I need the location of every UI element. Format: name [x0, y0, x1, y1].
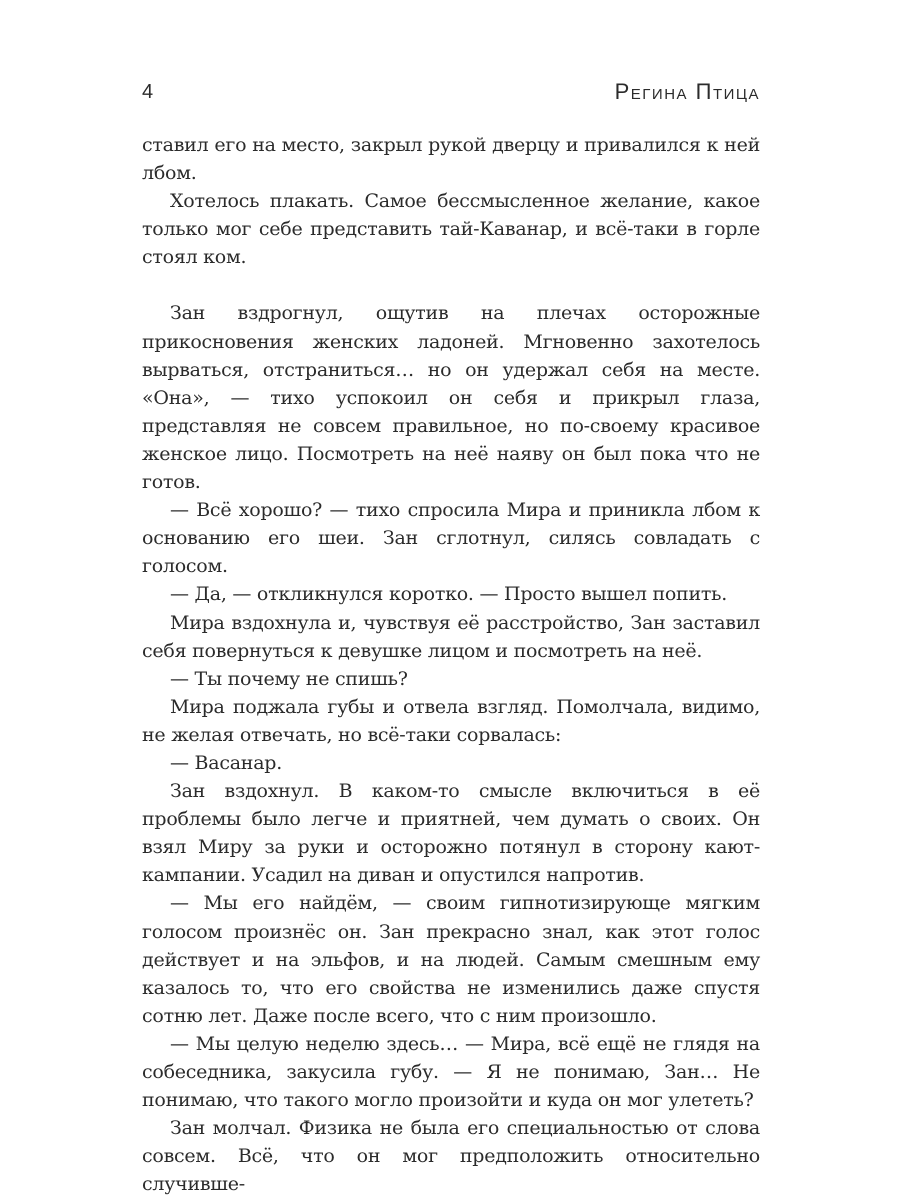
scene-break: [142, 271, 760, 299]
paragraph: — Да, — откликнулся коротко. — Просто вышел попить.: [170, 583, 728, 606]
paragraph: Мира вздохнула и, чувствуя её расстройство, Зан заставил себя повернуться к девушке лицом и посмотреть на неё.: [142, 611, 760, 662]
paragraph: — Мы его найдём, — своим гипнотизирующе мягким голосом произнёс он. Зан прекрасно знал, как этот голос действует и на эльфов, и на людей. Самым смешным ему казалось то, что его свойства не изменились даже спустя сотню лет. Даже после всего, что с ним произошло.: [142, 892, 760, 1027]
paragraph: Зан молчал. Физика не была его специальностью от слова совсем. Всё, что он мог предположить относительно случивше-: [142, 1117, 760, 1196]
book-text: [142, 131, 760, 1198]
page-header: [142, 78, 760, 108]
paragraph: Зан вздрогнул, ощутив на плечах осторожные прикосновения женских ладоней. Мгновенно захотелось вырваться, отстраниться… но он удержал себя на месте. «Она», — тихо успокоил он себя и прикрыл глаза, представляя не совсем правильное, но по-своему красивое женское лицо. Посмотреть на неё наяву он был пока что не готов.: [142, 302, 760, 494]
paragraph: — Васанар.: [170, 751, 282, 774]
paragraph: — Мы целую неделю здесь… — Мира, всё ещё не глядя на собеседника, закусила губу. — Я не понимаю, Зан… Не понимаю, что такого могло произойти и куда он мог улететь?: [142, 1032, 760, 1112]
page-number: 4: [142, 81, 154, 103]
paragraph: Зан вздохнул. В каком-то смысле включиться в её проблемы было легче и приятней, чем думать о своих. Он взял Миру за руки и осторожно потянул в сторону кают-кампании. Усадил на диван и опустился напротив.: [142, 780, 760, 887]
running-title: Регина Птица: [614, 79, 760, 104]
paragraph: Мира поджала губы и отвела взгляд. Помолчала, видимо, не желая отвечать, но всё-таки сорвалась:: [142, 695, 760, 746]
paragraph: — Ты почему не спишь?: [170, 667, 408, 690]
paragraph: — Всё хорошо? — тихо спросила Мира и приникла лбом к основанию его шеи. Зан сглотнул, силясь совладать с голосом.: [142, 499, 760, 578]
paragraph: Хотелось плакать. Самое бессмысленное желание, какое только мог себе представить тай-Каванар, и всё-таки в горле стоял ком.: [142, 190, 760, 269]
paragraph: ставил его на место, закрыл рукой дверцу и привалился к ней лбом.: [142, 134, 760, 185]
